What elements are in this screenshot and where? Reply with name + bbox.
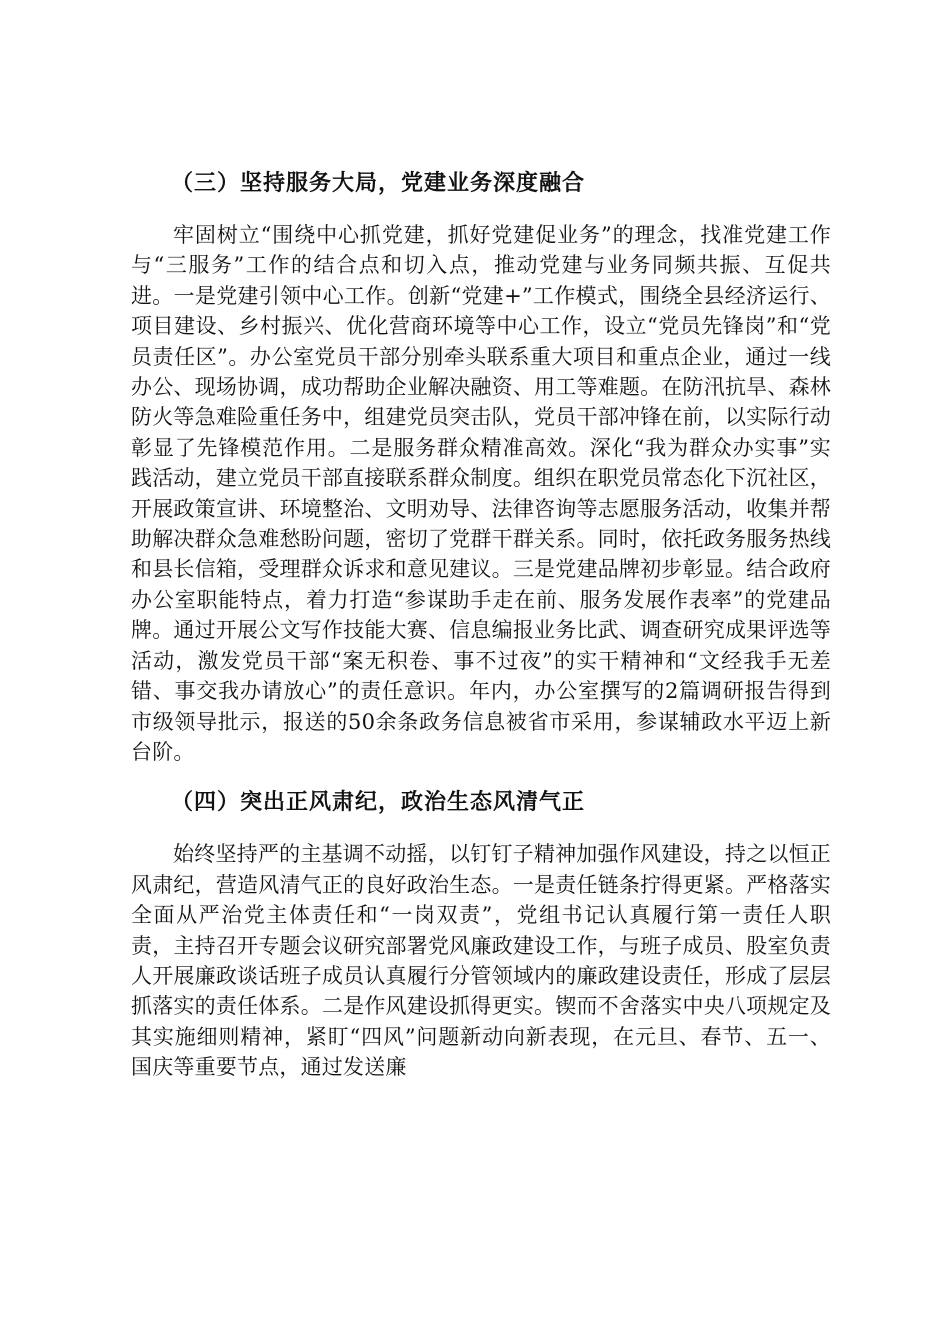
section-heading-4: （四）突出正风肃纪，政治生态风清气正 <box>171 790 586 816</box>
section-body-4: 始终坚持严的主基调不动摇，以钉钉子精神加强作风建设，持之以恒正风肃纪，营造风清气正的良好政治生态。一是责任链条拧得更紧。严格落实全面从严治党主体责任和“一岗双责”，党组书记认真履行第一责任人职责，主持召开专题会议研究部署党风廉政建设工作，与班子成员、股室负责人开展廉政谈话班子成员认真履行分管领域内的廉政建设责任，形成了层层抓落实的责任体系。二是作风建设抓得更实。锲而不舍落实中央八项规定及其实施细则精神，紧盯“四风”问题新动向新表现，在元旦、春节、五一、国庆等重要节点，通过发送廉 <box>131 842 831 1080</box>
section-heading-3: （三）坚持服务大局，党建业务深度融合 <box>171 171 586 196</box>
document-page <box>131 162 831 1097</box>
section-body-3: 牢固树立“围绕中心抓党建，抓好党建促业务”的理念，找准党建工作与“三服务”工作的结合点和切入点，推动党建与业务同频共振、互促共进。一是党建引领中心工作。创新“党建+”工作模式，围绕全县经济运行、项目建设、乡村振兴、优化营商环境等中心工作，设立“党员先锋岗”和“党员责任区”。办公室党员干部分别牵头联系重大项目和重点企业，通过一线办公、现场协调，成功帮助企业解决融资、用工等难题。在防汛抗旱、森林防火等急难险重任务中，组建党员突击队，党员干部冲锋在前，以实际行动彰显了先锋模范作用。二是服务群众精准高效。深化“我为群众办实事”实践活动，建立党员干部直接联系群众制度。组织在职党员常态化下沉社区，开展政策宣讲、环境整治、文明劝导、法律咨询等志愿服务活动，收集并帮助解决群众急难愁盼问题，密切了党群干群关系。同时，依托政务服务热线和县长信箱，受理群众诉求和意见建议。三是党建品牌初步彰显。结合政府办公室职能特点，着力打造“参谋助手走在前、服务发展作表率”的党建品牌。通过开展公文写作技能大赛、信息编报业务比武、调查研究成果评选等活动，激发党员干部“案无积卷、事不过夜”的实干精神和“文经我手无差错、事交我办请放心”的责任意识。年内，办公室撰写的2篇调研报告得到市级领导批示，报送的50余条政务信息被省市采用，参谋辅政水平迈上新台阶。 <box>131 223 831 764</box>
